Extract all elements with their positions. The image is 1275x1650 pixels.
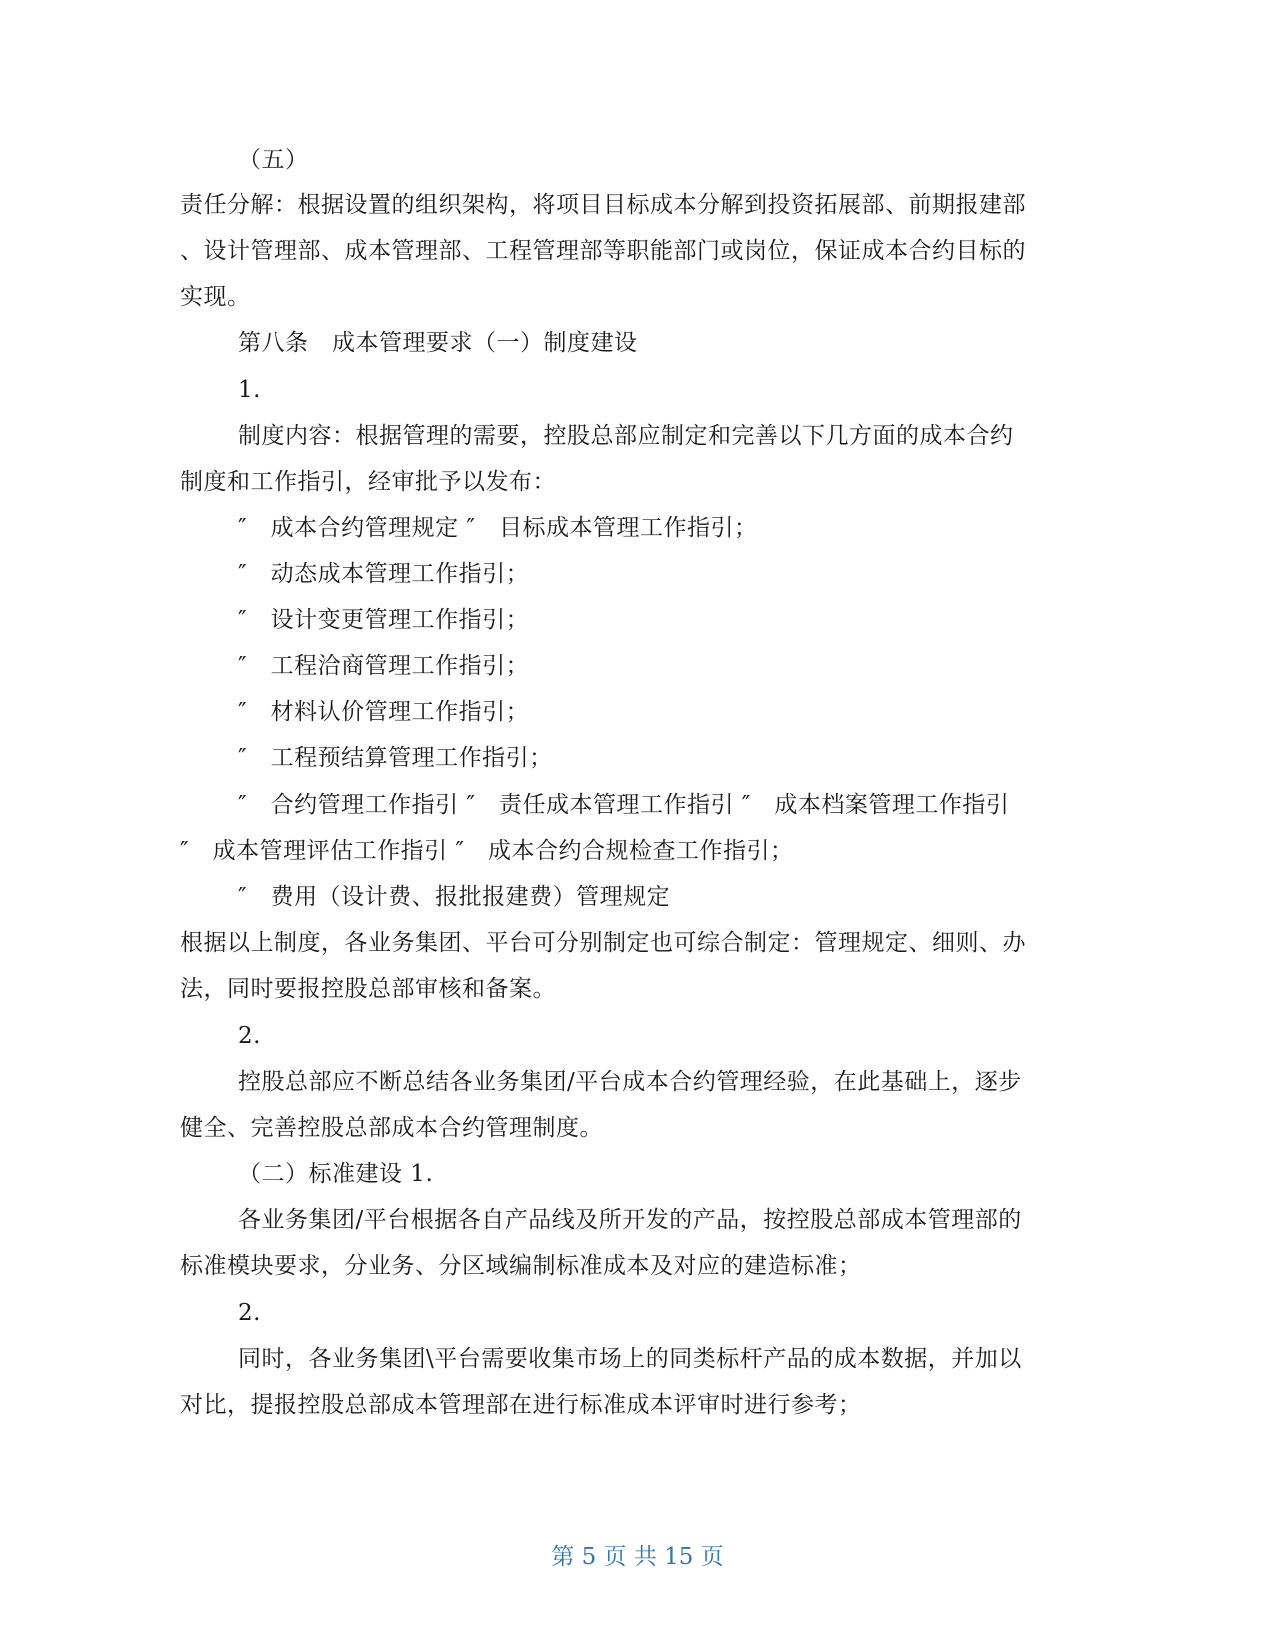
paragraph-line: 法，同时要报控股总部审核和备案。	[180, 976, 556, 1002]
item-number: 1.	[238, 377, 261, 403]
list-item: ″ 成本合约管理规定 ″ 目标成本管理工作指引；	[238, 515, 758, 541]
paragraph-line: 各业务集团/平台根据各自产品线及所开发的产品，按控股总部成本管理部的	[238, 1207, 1022, 1233]
paragraph-line: 根据以上制度，各业务集团、平台可分别制定也可综合制定：管理规定、细则、办	[180, 930, 1026, 956]
paragraph-line: 实现。	[180, 284, 251, 310]
paragraph-line: 责任分解：根据设置的组织架构，将项目目标成本分解到投资拓展部、前期报建部	[180, 192, 1026, 218]
list-item: ″ 设计变更管理工作指引；	[238, 607, 530, 633]
page-number-footer: 第 5 页 共 15 页	[551, 1544, 724, 1570]
paragraph-line: 健全、完善控股总部成本合约管理制度。	[180, 1115, 603, 1141]
list-item: ″ 费用（设计费、报批报建费）管理规定	[238, 884, 671, 910]
section-heading: （五）	[238, 147, 309, 173]
list-item: ″ 合约管理工作指引 ″ 责任成本管理工作指引 ″ 成本档案管理工作指引	[238, 792, 1010, 818]
list-item: ″ 工程洽商管理工作指引；	[238, 653, 530, 679]
list-item: ″ 成本管理评估工作指引 ″ 成本合约合规检查工作指引；	[180, 838, 794, 864]
list-item: ″ 材料认价管理工作指引；	[238, 699, 530, 725]
paragraph-line: 标准模块要求，分业务、分区域编制标准成本及对应的建造标准；	[180, 1253, 862, 1279]
paragraph-line: 控股总部应不断总结各业务集团/平台成本合约管理经验，在此基础上，逐步	[238, 1069, 1022, 1095]
paragraph-line: 对比，提报控股总部成本管理部在进行标准成本评审时进行参考；	[180, 1392, 862, 1418]
list-item: ″ 动态成本管理工作指引；	[238, 561, 530, 587]
paragraph-line: 制度和工作指引，经审批予以发布：	[180, 469, 556, 495]
item-number: 2.	[238, 1023, 261, 1049]
paragraph-line: 制度内容：根据管理的需要，控股总部应制定和完善以下几方面的成本合约	[238, 423, 1014, 449]
paragraph-line: 同时，各业务集团\平台需要收集市场上的同类标杆产品的成本数据，并加以	[238, 1346, 1022, 1372]
paragraph-line: 、设计管理部、成本管理部、工程管理部等职能部门或岗位，保证成本合约目标的	[180, 238, 1026, 264]
list-item: ″ 工程预结算管理工作指引；	[238, 745, 553, 771]
section-heading: （二）标准建设 1.	[238, 1161, 434, 1187]
item-number: 2.	[238, 1300, 261, 1326]
article-heading: 第八条 成本管理要求（一）制度建设	[238, 330, 638, 356]
